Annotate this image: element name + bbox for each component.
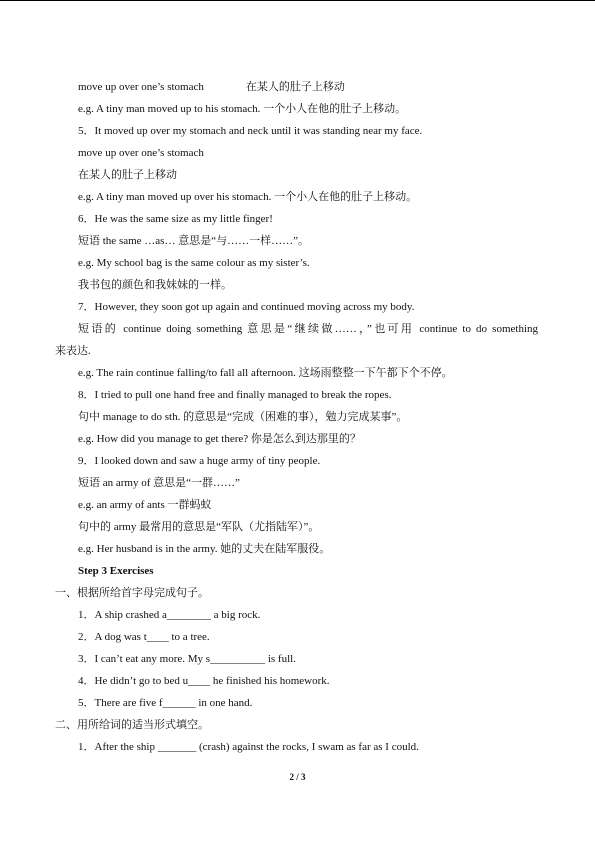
sentence-line: 8．I tried to pull one hand free and finally managed to break the ropes. [78,389,392,401]
exercise-item: 5．There are five f______ in one hand. [78,697,253,709]
exercise-heading: 二、用所给词的适当形式填空。 [55,719,209,731]
phrase-line: move up over one’s stomach [78,147,204,159]
explanation-line: 短语 the same …as… 意思是“与……一样……”。 [78,235,309,247]
exercise-item: 2．A dog was t____ to a tree. [78,631,210,643]
phrase-line: move up over one’s stomach 在某人的肚子上移动 [78,81,345,93]
explanation-line: 句中 manage to do sth. 的意思是“完成（困难的事），勉力完成某事”。 [78,411,408,423]
example-line: e.g. A tiny man moved up to his stomach. 一个小人在他的肚子上移动。 [78,103,407,115]
explanation-line: 短语 an army of 意思是“一群……” [78,477,240,489]
explanation-line: 句中的 army 最常用的意思是“军队（尤指陆军）”。 [78,521,320,533]
exercise-heading: 一、根据所给首字母完成句子。 [55,587,209,599]
sentence-line: 7．However, they soon got up again and continued moving across my body. [78,301,415,313]
example-line: e.g. A tiny man moved up over his stomach. 一个小人在他的肚子上移动。 [78,191,418,203]
example-line: e.g. My school bag is the same colour as my sister’s. [78,257,310,269]
exercise-item: 1．A ship crashed a________ a big rock. [78,609,261,621]
header-rule [0,0,595,1]
sentence-line: 6．He was the same size as my little finger! [78,213,273,225]
meaning-line: 在某人的肚子上移动 [78,169,177,181]
example-line: e.g. an army of ants 一群蚂蚁 [78,499,212,511]
exercise-item: 4．He didn’t go to bed u____ he finished his homework. [78,675,330,687]
explanation-continuation: 来表达. [55,345,91,357]
section-heading: Step 3 Exercises [78,565,154,577]
example-line: e.g. The rain continue falling/to fall all afternoon. 这场雨整整一下午都下个不停。 [78,367,453,379]
exercise-item: 3．I can’t eat any more. My s__________ is full. [78,653,296,665]
example-line: e.g. Her husband is in the army. 她的丈夫在陆军服役。 [78,543,331,555]
sentence-line: 5．It moved up over my stomach and neck until it was standing near my face. [78,125,423,137]
sentence-line: 9．I looked down and saw a huge army of tiny people. [78,455,321,467]
exercise-item: 1．After the ship _______ (crash) against the rocks, I swam as far as I could. [78,741,419,753]
example-line: e.g. How did you manage to get there? 你是怎么到达那里的？ [78,433,361,445]
translation-line: 我书包的颜色和我妹妹的一样。 [78,279,232,291]
explanation-line: 短语的 continue doing something 意思是“继续做……，”也可用 continue to do something [78,323,538,335]
page-number: 2 / 3 [289,772,306,782]
